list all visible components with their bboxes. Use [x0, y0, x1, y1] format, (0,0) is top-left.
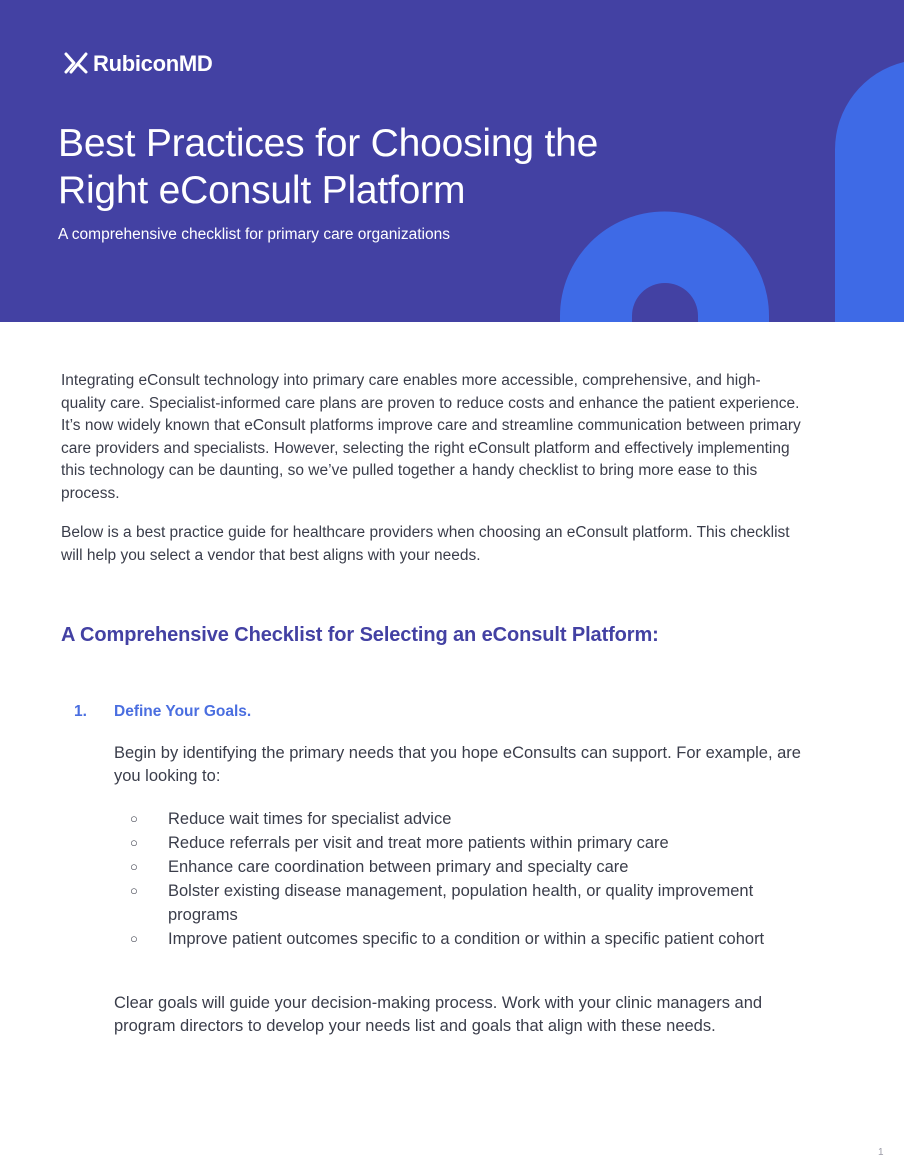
checklist-heading: A Comprehensive Checklist for Selecting an eConsult Platform:: [61, 624, 659, 646]
page-number: 1: [878, 1147, 884, 1158]
hollow-circle-bullet-icon: ○: [130, 883, 138, 898]
hollow-circle-bullet-icon: ○: [130, 859, 138, 874]
list-item-text: Reduce referrals per visit and treat more patients within primary care: [168, 834, 669, 852]
step-1-title: Define Your Goals.: [114, 703, 252, 720]
list-item: [130, 807, 810, 831]
intro-section: [61, 370, 801, 584]
page-title-line-2: Right eConsult Platform: [58, 169, 466, 212]
goals-bullet-list: [130, 807, 810, 951]
intro-paragraph-2: Below is a best practice guide for healthcare providers when choosing an eConsult platform. This checklist will help you select a vendor that best aligns with your needs.: [61, 524, 790, 564]
step-1-body: Begin by identifying the primary needs that you hope eConsults can support. For example, are you looking to:: [114, 744, 801, 785]
hollow-circle-bullet-icon: ○: [130, 931, 138, 946]
hero-banner: [0, 0, 904, 322]
decorative-arch-shape: [560, 212, 769, 323]
list-item-text: Bolster existing disease management, population health, or quality improvement programs: [168, 882, 754, 924]
list-item: [130, 927, 810, 951]
list-item-text: Reduce wait times for specialist advice: [168, 810, 452, 828]
step-1-number: 1.: [74, 703, 87, 720]
step-1-closing: Clear goals will guide your decision-making process. Work with your clinic managers and program directors to develop your needs list and goals that align with these needs.: [114, 994, 763, 1035]
list-item: [130, 879, 810, 927]
page-subtitle: A comprehensive checklist for primary care organizations: [58, 226, 450, 243]
list-item-text: Improve patient outcomes specific to a condition or within a specific patient cohort: [168, 930, 765, 948]
page-title-line-1: Best Practices for Choosing the: [58, 122, 599, 165]
list-item: [130, 855, 810, 879]
hollow-circle-bullet-icon: ○: [130, 835, 138, 850]
rubiconmd-logo-icon: [62, 50, 90, 78]
intro-paragraph-1: Integrating eConsult technology into primary care enables more accessible, comprehensive, and high-quality care. Specialist-informed care plans are proven to reduce costs and enhance the patient experience. It’s now widely known that eConsult platforms improve care and streamline communication between primary care providers and specialists. However, selecting the right eConsult platform and effectively implementing this technology can be daunting, so we’ve pulled together a handy checklist to bring more ease to this process.: [61, 372, 801, 502]
list-item-text: Enhance care coordination between primary and specialty care: [168, 858, 629, 876]
brand-logo: [62, 50, 213, 78]
list-item: [130, 831, 810, 855]
page-title: [58, 120, 698, 214]
hollow-circle-bullet-icon: ○: [130, 811, 138, 826]
decorative-corner-shape: [835, 62, 904, 322]
brand-name: RubiconMD: [93, 51, 213, 76]
